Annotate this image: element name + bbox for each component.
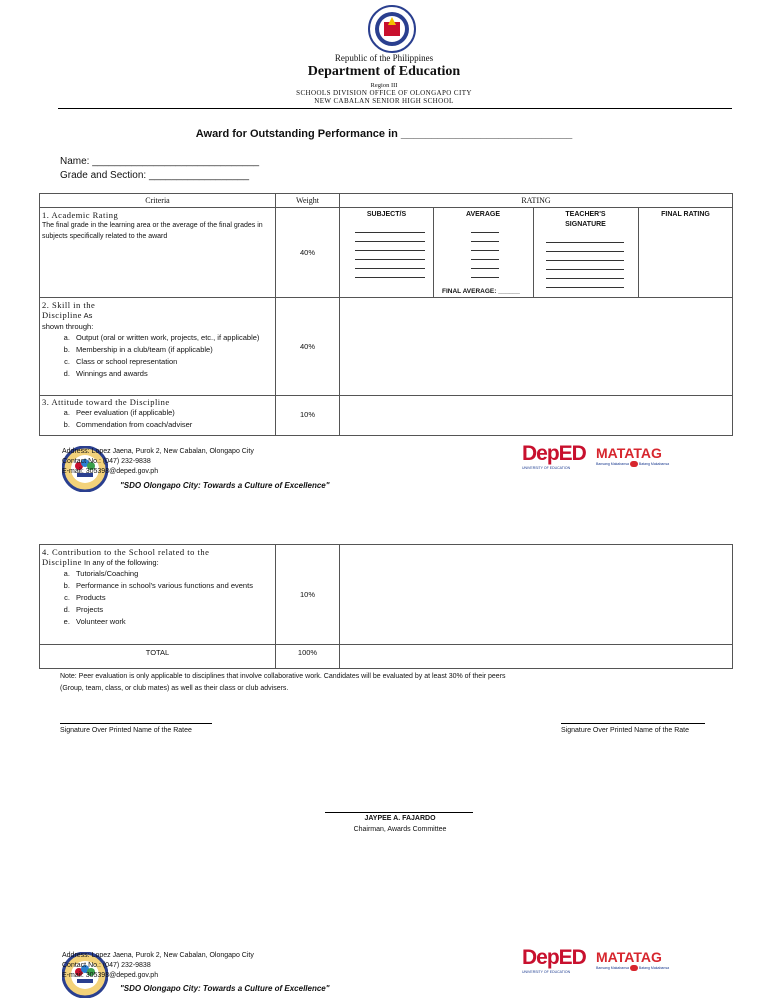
row4-title-b: Discipline — [42, 557, 82, 567]
list-item: d. Projects — [72, 604, 273, 616]
header-divider — [58, 108, 732, 109]
list-item: b. Performance in school's various functions and events — [72, 580, 273, 592]
row4-intro: In any of the following: — [84, 558, 159, 567]
deped-logo — [522, 442, 586, 472]
footer-email: E-mail: 305398@deped.gov.ph — [62, 972, 159, 979]
teacher-sig-subheader-2: SIGNATURE — [565, 221, 606, 228]
row-attitude — [40, 396, 276, 436]
final-rating-subheader: FINAL RATING — [661, 211, 710, 218]
deped-logo-text: DepED — [522, 946, 586, 969]
average-subheader: AVERAGE — [465, 211, 501, 218]
footer-contact: Contact No.: (047) 232-9838 — [62, 962, 151, 969]
matatag-sub-a: Bansang Makabansa — [596, 966, 629, 970]
list-item: e. Volunteer work — [72, 616, 273, 628]
name-field[interactable]: Name: ______________________________ — [60, 156, 260, 167]
subjects-subheader: SUBJECT/S — [366, 211, 407, 218]
department-title: Department of Education — [307, 64, 461, 79]
row1-rating-cell — [340, 208, 733, 298]
row3-list — [42, 407, 273, 431]
heart-icon — [630, 461, 638, 467]
note-line-2: (Group, team, class, or club mates) as well as their class or club advisers. — [60, 685, 289, 692]
list-item: a. Output (oral or written work, projects, etc., if applicable) — [72, 332, 273, 344]
teacher-signature-blanks[interactable] — [546, 234, 624, 288]
row2-title-a: 2. Skill in the — [42, 300, 96, 310]
heart-icon — [630, 965, 638, 971]
republic-label: Republic of the Philippines — [334, 53, 434, 63]
matatag-logo — [596, 445, 676, 471]
matatag-logo-text: MATATAG — [596, 445, 662, 461]
ratee-signature-label: Signature Over Printed Name of the Ratee — [60, 727, 192, 734]
deped-logo-text: DepED — [522, 442, 586, 465]
teacher-sig-subheader-1: TEACHER'S — [565, 211, 606, 218]
footer-tagline: "SDO Olongapo City: Towards a Culture of Excellence" — [120, 984, 330, 993]
row2-list — [42, 332, 273, 380]
footer-email: E-mail: 305398@deped.gov.ph — [62, 468, 159, 475]
row3-title: 3. Attitude toward the Discipline — [42, 397, 170, 407]
row1-title: 1. Academic Rating — [42, 210, 119, 220]
note-line-1: Note: Peer evaluation is only applicable to disciplines that involve collaborative work. Candidates will be evaluated by at least 30% of their peers — [60, 673, 506, 680]
award-title: Award for Outstanding Performance in ____________________________ — [195, 128, 573, 140]
footer-2 — [0, 946, 768, 1006]
row2-title-b: Discipline — [42, 310, 82, 320]
matatag-sub-b: Batang Makabansa — [638, 462, 670, 466]
matatag-logo — [596, 949, 676, 975]
footer-tagline: "SDO Olongapo City: Towards a Culture of Excellence" — [120, 481, 330, 490]
col-rating-header: RATING — [340, 194, 733, 208]
matatag-sub-b: Batang Makabansa — [638, 966, 670, 970]
matatag-logo-text: MATATAG — [596, 949, 662, 965]
region-label: Region III — [370, 82, 398, 89]
list-item: b. Membership in a club/team (if applicable) — [72, 344, 273, 356]
row3-weight: 10% — [276, 396, 340, 436]
list-item: b. Commendation from coach/adviser — [72, 419, 273, 431]
row4-list — [42, 568, 273, 628]
row2-intro-b: shown through: — [42, 322, 94, 331]
subject-blanks[interactable] — [355, 224, 425, 278]
criteria-table-continued — [39, 544, 733, 669]
criteria-table — [39, 193, 733, 436]
footer-address: Address: Lopez Jaena, Purok 2, New Cabalan, Olongapo City — [62, 448, 254, 455]
row-academic-rating — [40, 208, 276, 298]
col-weight-header: Weight — [276, 194, 340, 208]
list-item: a. Peer evaluation (if applicable) — [72, 407, 273, 419]
rater-signature-line — [561, 723, 705, 724]
row3-rating-cell[interactable] — [340, 396, 733, 436]
average-blanks[interactable] — [471, 224, 499, 278]
chair-title: Chairman, Awards Committee — [353, 826, 447, 833]
footer-1 — [0, 440, 768, 500]
total-weight: 100% — [276, 645, 340, 669]
row4-rating-cell[interactable] — [340, 545, 733, 645]
matatag-sub-a: Bansang Makabansa — [596, 462, 629, 466]
ratee-signature-line — [60, 723, 212, 724]
list-item: c. Products — [72, 592, 273, 604]
list-item: c. Class or school representation — [72, 356, 273, 368]
final-average: FINAL AVERAGE: ______ — [442, 288, 520, 295]
grade-section-field[interactable]: Grade and Section: __________________ — [60, 170, 250, 181]
chair-name: JAYPEE A. FAJARDO — [364, 815, 436, 822]
row1-weight: 40% — [276, 208, 340, 298]
chair-signature-line — [325, 812, 473, 813]
row2-intro-a: As — [83, 311, 93, 320]
deped-logo — [522, 946, 586, 976]
total-rating-cell[interactable] — [340, 645, 733, 669]
school-label: NEW CABALAN SENIOR HIGH SCHOOL — [314, 97, 454, 105]
deped-seal-logo — [367, 5, 417, 53]
col-criteria-header: Criteria — [40, 194, 276, 208]
footer-contact: Contact No.: (047) 232-9838 — [62, 458, 151, 465]
rater-signature-label: Signature Over Printed Name of the Rate — [561, 727, 690, 734]
row4-weight: 10% — [276, 545, 340, 645]
row-contribution — [40, 545, 276, 645]
total-label: TOTAL — [40, 645, 276, 669]
row2-weight: 40% — [276, 298, 340, 396]
list-item: a. Tutorials/Coaching — [72, 568, 273, 580]
deped-logo-subtext: UNIVERSITY OF EDUCATION — [522, 466, 571, 470]
row2-rating-cell[interactable] — [340, 298, 733, 396]
deped-logo-subtext: UNIVERSITY OF EDUCATION — [522, 970, 571, 974]
row4-title-a: 4. Contribution to the School related to the — [42, 547, 210, 557]
row-skill-discipline — [40, 298, 276, 396]
row1-desc: The final grade in the learning area or the average of the final grades in subjects specifically related to the award — [42, 222, 263, 240]
list-item: d. Winnings and awards — [72, 368, 273, 380]
footer-address: Address: Lopez Jaena, Purok 2, New Cabalan, Olongapo City — [62, 952, 254, 959]
division-label: SCHOOLS DIVISION OFFICE OF OLONGAPO CITY — [296, 89, 472, 97]
